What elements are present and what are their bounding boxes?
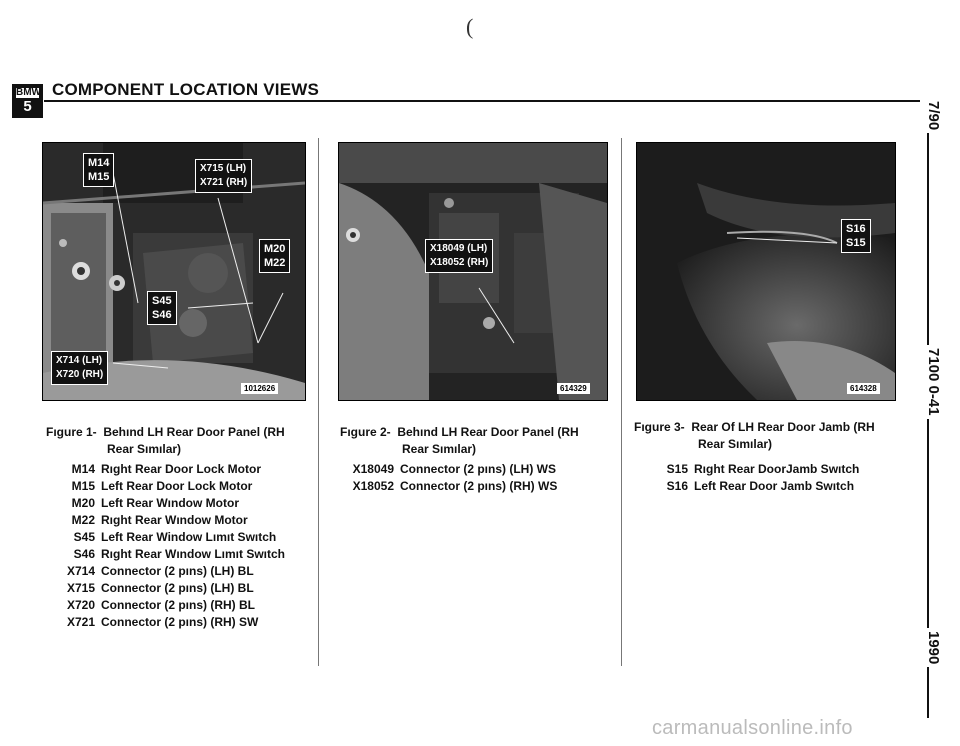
figure-2-legend <box>340 461 557 495</box>
callout-line: X18049 (LH) <box>430 243 488 254</box>
callout-x18049-x18052 <box>425 239 493 273</box>
legend-code: X720 <box>66 598 95 612</box>
legend-code: S16 <box>666 479 688 493</box>
legend-desc: Rıght Rear Wındow Motor <box>101 513 248 527</box>
side-year: 1990 <box>923 628 944 667</box>
photo-number: 1012626 <box>241 383 278 394</box>
figure-2-photo <box>338 142 608 401</box>
legend-row <box>656 478 859 495</box>
side-page-number: 7100 0-41 <box>923 345 944 419</box>
legend-desc: Connector (2 pıns) (LH) WS <box>400 462 556 476</box>
photo-number: 614329 <box>557 383 590 394</box>
figure-1-caption <box>46 424 316 458</box>
legend-row <box>656 461 859 478</box>
side-date: 7/90 <box>923 98 944 133</box>
legend-row <box>340 461 557 478</box>
caption-line-1: Behınd LH Rear Door Panel (RH <box>103 425 285 439</box>
legend-row <box>50 495 285 512</box>
callout-line: S16 <box>846 223 866 235</box>
legend-desc: Connector (2 pıns) (RH) WS <box>400 479 558 493</box>
legend-desc: Left Rear Window Lımıt Swıtch <box>101 530 277 544</box>
legend-desc: Rıght Rear Wındow Lımıt Swıtch <box>101 547 285 561</box>
legend-code: S46 <box>73 547 95 561</box>
legend-code: S45 <box>73 530 95 544</box>
legend-desc: Left Rear Door Jamb Swıtch <box>694 479 855 493</box>
legend-desc: Connector (2 pıns) (RH) SW <box>101 615 259 629</box>
legend-code: M14 <box>71 462 95 476</box>
callout-line: M22 <box>264 257 286 269</box>
legend-desc: Left Rear Wındow Motor <box>101 496 239 510</box>
callout-s16-s15 <box>841 219 871 253</box>
legend-row <box>50 597 285 614</box>
caption-line-2: Rear Sımılar) <box>698 437 773 451</box>
legend-code: S15 <box>666 462 688 476</box>
legend-row <box>50 461 285 478</box>
legend-code: X721 <box>66 615 95 629</box>
legend-desc: Connector (2 pıns) (LH) BL <box>101 581 254 595</box>
legend-code: X714 <box>66 564 95 578</box>
caption-prefix: Fıgure 1- <box>46 425 97 439</box>
callout-line: S46 <box>152 309 172 321</box>
callout-line: M15 <box>88 171 110 183</box>
legend-row <box>50 546 285 563</box>
callout-line: M14 <box>88 157 110 169</box>
legend-code: M15 <box>71 479 95 493</box>
caption-line-1: Rear Of LH Rear Door Jamb (RH <box>691 420 875 434</box>
legend-desc: Connector (2 pıns) (LH) BL <box>101 564 254 578</box>
legend-code: X715 <box>66 581 95 595</box>
legend-code: X18052 <box>352 479 394 493</box>
callout-line: X18052 (RH) <box>430 257 489 268</box>
callout-line: X714 (LH) <box>56 355 103 366</box>
caption-prefix: Fıgure 2- <box>340 425 391 439</box>
callout-line: S45 <box>152 295 172 307</box>
callout-line: X715 (LH) <box>200 163 247 174</box>
callout-m20-m22 <box>259 239 290 273</box>
figure-2-caption <box>340 424 615 458</box>
figure-3-legend <box>656 461 859 495</box>
photo-number: 614328 <box>847 383 880 394</box>
caption-prefix: Fıgure 3- <box>634 420 685 434</box>
figure-3-caption <box>634 419 919 453</box>
logo-top-text: BMW <box>16 87 41 98</box>
logo-bottom-text: 5 <box>23 98 32 115</box>
callout-m14-m15 <box>83 153 114 187</box>
legend-code: M20 <box>71 496 95 510</box>
legend-desc: Left Rear Door Lock Motor <box>101 479 253 493</box>
legend-row <box>340 478 557 495</box>
bmw-5-logo <box>12 84 43 118</box>
legend-code: M22 <box>71 513 95 527</box>
legend-row <box>50 563 285 580</box>
callout-line: X720 (RH) <box>56 369 104 380</box>
caption-line-2: Rear Sımılar) <box>402 442 477 456</box>
figure-1-photo <box>42 142 306 401</box>
header-rule <box>44 100 920 102</box>
callout-x715-x721 <box>195 159 252 193</box>
figure-3-photo <box>636 142 896 401</box>
callout-line: X721 (RH) <box>200 177 248 188</box>
legend-desc: Connector (2 pıns) (RH) BL <box>101 598 255 612</box>
callout-line: M20 <box>264 243 286 255</box>
legend-row <box>50 478 285 495</box>
column-divider-1 <box>318 138 319 666</box>
watermark-footer[interactable]: carmanualsonline.info <box>652 717 853 739</box>
figure-1-legend <box>50 461 285 631</box>
column-divider-2 <box>621 138 622 666</box>
caption-line-1: Behınd LH Rear Door Panel (RH <box>397 425 579 439</box>
callout-line: S15 <box>846 237 866 249</box>
legend-code: X18049 <box>352 462 394 476</box>
legend-row <box>50 529 285 546</box>
figure-3-photo-art <box>637 143 895 400</box>
page-mark: ( <box>466 14 474 39</box>
legend-row <box>50 580 285 597</box>
caption-line-2: Rear Sımılar) <box>107 442 182 456</box>
legend-row <box>50 512 285 529</box>
callout-s45-s46 <box>147 291 177 325</box>
legend-desc: Rıght Rear Door Lock Motor <box>101 462 262 476</box>
page-title: COMPONENT LOCATION VIEWS <box>52 80 320 99</box>
legend-desc: Rıght Rear DoorJamb Swıtch <box>694 462 860 476</box>
callout-x714-x720 <box>51 351 108 385</box>
legend-row <box>50 614 285 631</box>
